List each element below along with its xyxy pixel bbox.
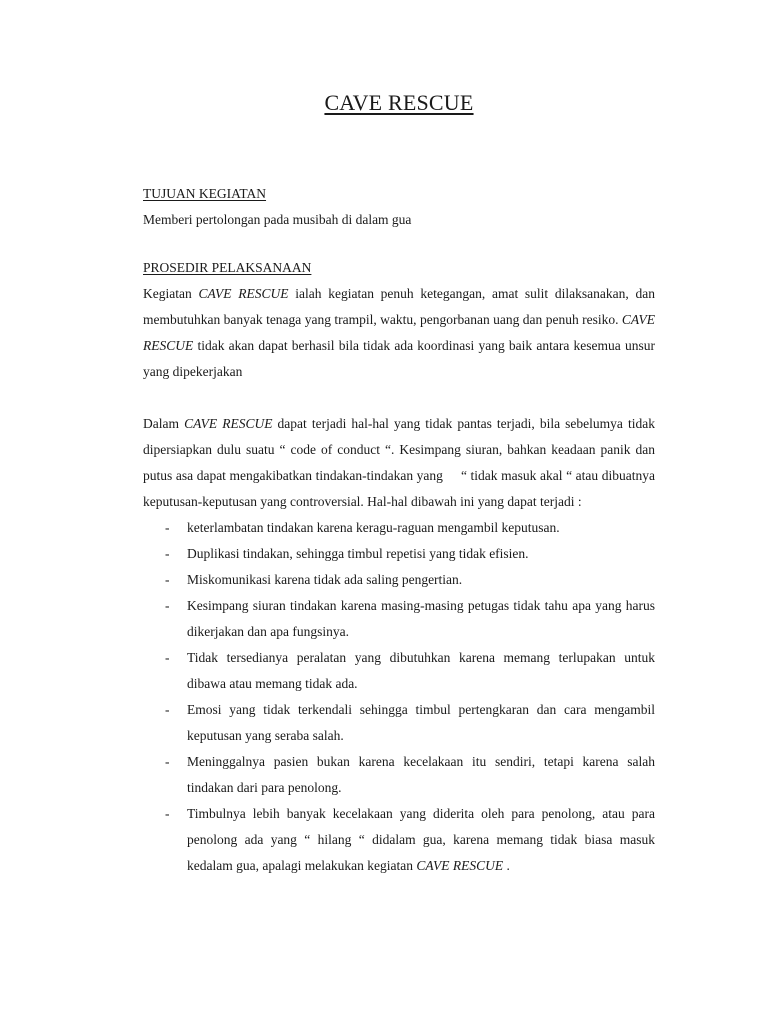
- list-item: [143, 515, 655, 541]
- list-item: [143, 541, 655, 567]
- list-item-text: Meninggalnya pasien bukan karena kecelakaan itu sendiri, tetapi karena salah tindakan dari para penolong.: [187, 754, 655, 795]
- list-item: [143, 645, 655, 697]
- list-item-text: keterlambatan tindakan karena keragu-raguan mengambil keputusan.: [187, 520, 560, 535]
- list-bullet: -: [165, 598, 170, 613]
- cave-rescue-term: CAVE RESCUE: [416, 858, 504, 873]
- list-item: [143, 749, 655, 801]
- list-bullet: -: [165, 650, 170, 665]
- paragraph-2: [143, 411, 655, 515]
- list-bullet: -: [165, 702, 170, 717]
- list-item: [143, 567, 655, 593]
- paragraph-1: [143, 281, 655, 385]
- paragraph-1-part-e: tidak akan dapat berhasil bila tidak ada koordinasi yang baik antara kesemua unsur yang dipekerjakan: [143, 338, 655, 379]
- cave-rescue-term: CAVE RESCUE: [143, 312, 655, 353]
- list-item: [143, 801, 655, 879]
- list-item-text: Miskomunikasi karena tidak ada saling pengertian.: [187, 572, 463, 587]
- section-heading-tujuan: TUJUAN KEGIATAN: [143, 186, 267, 201]
- document-body: [143, 181, 655, 879]
- list-bullet: -: [165, 806, 170, 821]
- paragraph-2-part-c: dapat terjadi hal-hal yang tidak pantas terjadi, bila sebelumya tidak dipersiapkan dulu suatu “ code of conduct “. Kesimpang siuran, bahkan keadaan panik dan putus asa dapat mengakibatkan tindakan-tindakan yang “ tidak masuk akal “ atau dibuatnya keputusan-keputusan yang controversial. Hal-hal dibawah ini yang dapat terjadi :: [143, 416, 655, 509]
- cave-rescue-term: CAVE RESCUE: [198, 286, 289, 301]
- spacer: [143, 385, 655, 411]
- page-title: CAVE RESCUE: [324, 90, 474, 115]
- tujuan-text: Memberi pertolongan pada musibah di dalam gua: [143, 212, 412, 227]
- spacer: [143, 233, 655, 255]
- list-bullet: -: [165, 754, 170, 769]
- list-item-text: Duplikasi tindakan, sehingga timbul repetisi yang tidak efisien.: [187, 546, 529, 561]
- cave-rescue-term: CAVE RESCUE: [184, 416, 273, 431]
- paragraph-2-part-a: Dalam: [143, 416, 185, 431]
- list-item-end: .: [503, 858, 510, 873]
- list-item-text: Tidak tersedianya peralatan yang dibutuhkan karena memang terlupakan untuk dibawa atau memang tidak ada.: [187, 650, 655, 691]
- list-bullet: -: [165, 520, 170, 535]
- list-bullet: -: [165, 572, 170, 587]
- section-heading-prosedur: PROSEDIR PELAKSANAAN: [143, 260, 312, 275]
- list-item-text: Kesimpang siuran tindakan karena masing-masing petugas tidak tahu apa yang harus dikerjakan dan apa fungsinya.: [187, 598, 655, 639]
- list-item: [143, 697, 655, 749]
- problem-list: [143, 515, 655, 879]
- list-item-text: Timbulnya lebih banyak kecelakaan yang diderita oleh para penolong, atau para penolong ada yang “ hilang “ didalam gua, karena memang tidak biasa masuk kedalam gua, apalagi melakukan kegiatan: [187, 806, 655, 873]
- list-item: [143, 593, 655, 645]
- paragraph-1-part-c: ialah kegiatan penuh ketegangan, amat sulit dilaksanakan, dan membutuhkan banyak tenaga yang trampil, waktu, pengorbanan uang dan penuh resiko.: [143, 286, 655, 327]
- list-bullet: -: [165, 546, 170, 561]
- paragraph-1-part-a: Kegiatan: [143, 286, 199, 301]
- list-item-text: Emosi yang tidak terkendali sehingga timbul pertengkaran dan cara mengambil keputusan yang seraba salah.: [187, 702, 655, 743]
